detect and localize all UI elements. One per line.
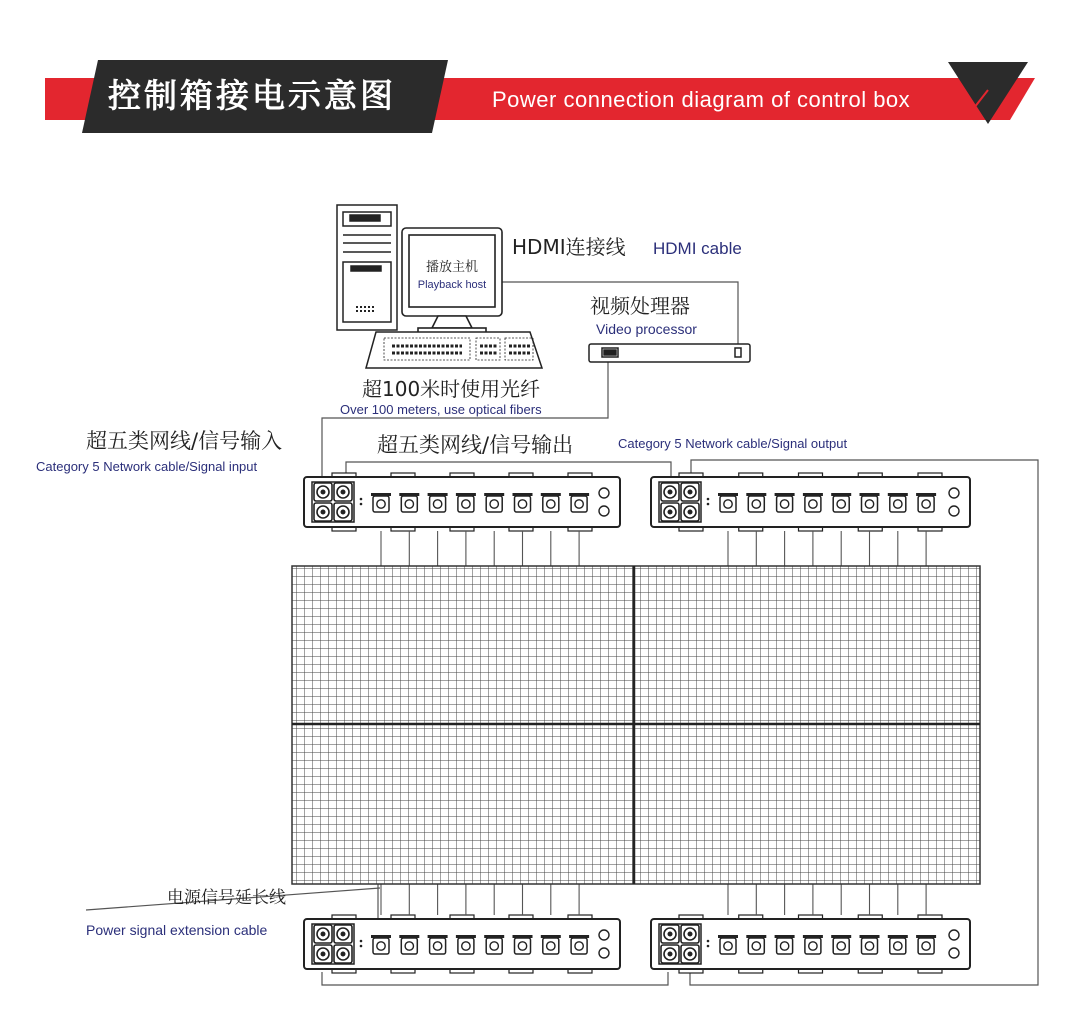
fiber-label-zh: 超100米时使用光纤 <box>362 377 541 401</box>
ext-label-zh: 电源信号延长线 <box>167 888 286 908</box>
control-box-bottom-right <box>651 884 970 973</box>
input-label-zh: 超五类网线/信号输入 <box>86 429 283 453</box>
ext-label-en: Power signal extension cable <box>86 922 268 938</box>
desktop-computer-icon <box>337 205 397 330</box>
output-label-zh: 超五类网线/信号输出 <box>377 433 574 457</box>
bottom-link-line <box>322 972 668 985</box>
hdmi-label-en: HDMI cable <box>653 239 742 258</box>
header-banner <box>45 60 1035 133</box>
hdmi-label-zh: HDMI连接线 <box>512 235 626 259</box>
output-label-en: Category 5 Network cable/Signal output <box>618 436 848 451</box>
playback-host-label-en: Playback host <box>417 279 487 291</box>
led-screen-icon <box>292 566 980 884</box>
playback-host-label-zh: 播放主机 <box>425 260 479 275</box>
input-label-en: Category 5 Network cable/Signal input <box>36 459 258 474</box>
control-box-top-left <box>304 473 620 566</box>
control-box-top-right <box>651 473 970 566</box>
header-title-zh: 控制箱接电示意图 <box>108 76 396 115</box>
keyboard-icon <box>366 332 542 368</box>
header-title-en: Power connection diagram of control box <box>492 87 911 112</box>
fiber-label-en: Over 100 meters, use optical fibers <box>340 402 542 417</box>
control-box-bottom-left <box>304 884 620 973</box>
processor-label-en: Video processor <box>596 321 697 337</box>
video-processor-icon <box>589 344 750 362</box>
processor-label-zh: 视频处理器 <box>590 294 690 318</box>
